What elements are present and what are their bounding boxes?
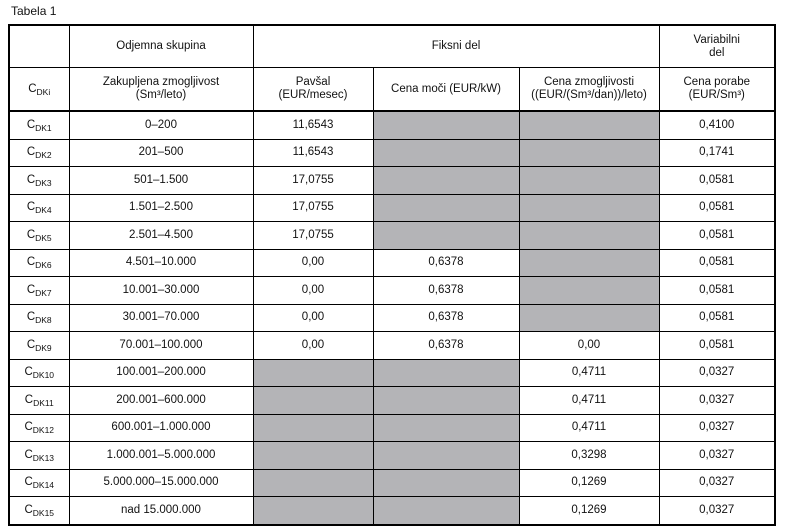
table-row xyxy=(9,139,775,167)
range-cell: 70.001–100.000 xyxy=(69,332,253,360)
flat-cell xyxy=(253,414,373,442)
code-cell: $C_{DK10}$ xyxy=(9,359,69,387)
capacity-cell xyxy=(519,277,659,305)
capacity-cell: 0,3298 xyxy=(519,442,659,470)
code-cell: $C_{DK1}$ xyxy=(9,111,69,139)
flat-cell: 11,6543 xyxy=(253,111,373,139)
power-cell xyxy=(373,414,519,442)
range-cell: 2.501–4.500 xyxy=(69,222,253,250)
capacity-cell xyxy=(519,222,659,250)
header-variable-line2: del xyxy=(709,46,725,59)
power-cell xyxy=(373,167,519,195)
header-row-columns xyxy=(9,68,775,112)
flat-cell: 0,00 xyxy=(253,277,373,305)
table-row xyxy=(9,387,775,415)
capacity-cell xyxy=(519,111,659,139)
flat-cell: 11,6543 xyxy=(253,139,373,167)
range-cell: 1.501–2.500 xyxy=(69,194,253,222)
table-row xyxy=(9,442,775,470)
table-row xyxy=(9,111,775,139)
table-row xyxy=(9,304,775,332)
consumption-cell: 0,0581 xyxy=(659,304,775,332)
consumption-cell: 0,0581 xyxy=(659,332,775,360)
code-cell: $C_{DK15}$ xyxy=(9,497,69,525)
range-cell: 100.001–200.000 xyxy=(69,359,253,387)
capacity-cell xyxy=(519,249,659,277)
code-cell: $C_{DK14}$ xyxy=(9,469,69,497)
flat-cell xyxy=(253,497,373,525)
power-cell xyxy=(373,139,519,167)
code-cell: $C_{DK11}$ xyxy=(9,387,69,415)
header-capacity: Zakupljena zmogljivost (Sm³/leto) xyxy=(69,68,253,112)
code-cell: $C_{DK4}$ xyxy=(9,194,69,222)
range-cell: 30.001–70.000 xyxy=(69,304,253,332)
header-variable-line1: Variabilni xyxy=(693,33,740,46)
range-cell: 201–500 xyxy=(69,139,253,167)
header-flat-fee: Pavšal (EUR/mesec) xyxy=(253,68,373,112)
range-cell: 600.001–1.000.000 xyxy=(69,414,253,442)
consumption-cell: 0,0327 xyxy=(659,469,775,497)
table-row xyxy=(9,359,775,387)
range-cell: 10.001–30.000 xyxy=(69,277,253,305)
flat-cell: 0,00 xyxy=(253,304,373,332)
code-cell: $C_{DK7}$ xyxy=(9,277,69,305)
power-cell xyxy=(373,194,519,222)
power-cell xyxy=(373,111,519,139)
consumption-cell: 0,0327 xyxy=(659,442,775,470)
table-row xyxy=(9,249,775,277)
consumption-cell: 0,4100 xyxy=(659,111,775,139)
capacity-cell: 0,4711 xyxy=(519,414,659,442)
capacity-cell: 0,1269 xyxy=(519,497,659,525)
flat-cell: 17,0755 xyxy=(253,194,373,222)
flat-cell xyxy=(253,359,373,387)
consumption-cell: 0,0581 xyxy=(659,222,775,250)
flat-cell: 17,0755 xyxy=(253,167,373,195)
header-consumption-price: Cena porabe (EUR/Sm³) xyxy=(659,68,775,112)
table-row xyxy=(9,194,775,222)
consumption-cell: 0,0581 xyxy=(659,194,775,222)
power-cell xyxy=(373,497,519,525)
range-cell: nad 15.000.000 xyxy=(69,497,253,525)
capacity-cell: 0,4711 xyxy=(519,387,659,415)
code-cell: $C_{DK3}$ xyxy=(9,167,69,195)
flat-cell: 0,00 xyxy=(253,332,373,360)
table-row xyxy=(9,167,775,195)
power-cell xyxy=(373,359,519,387)
table-row xyxy=(9,277,775,305)
header-empty-cell xyxy=(9,25,69,68)
capacity-cell xyxy=(519,139,659,167)
capacity-cell xyxy=(519,304,659,332)
header-variable-part xyxy=(659,25,775,68)
capacity-cell: 0,4711 xyxy=(519,359,659,387)
flat-cell xyxy=(253,442,373,470)
capacity-cell: 0,1269 xyxy=(519,469,659,497)
power-cell: 0,6378 xyxy=(373,249,519,277)
code-cell: $C_{DK13}$ xyxy=(9,442,69,470)
power-cell: 0,6378 xyxy=(373,277,519,305)
consumption-cell: 0,1741 xyxy=(659,139,775,167)
power-cell xyxy=(373,442,519,470)
consumption-cell: 0,0327 xyxy=(659,387,775,415)
table-row xyxy=(9,414,775,442)
range-cell: 4.501–10.000 xyxy=(69,249,253,277)
code-cell: $C_{DK6}$ xyxy=(9,249,69,277)
code-cell: $C_{DK2}$ xyxy=(9,139,69,167)
power-cell xyxy=(373,387,519,415)
flat-cell xyxy=(253,387,373,415)
table-caption: Tabela 1 xyxy=(11,4,57,18)
tariff-table xyxy=(8,24,776,526)
consumption-cell: 0,0327 xyxy=(659,497,775,525)
header-code: $C_{DKi}$ xyxy=(9,68,69,112)
consumption-cell: 0,0581 xyxy=(659,167,775,195)
header-fixed-part: Fiksni del xyxy=(253,25,659,68)
consumption-cell: 0,0327 xyxy=(659,414,775,442)
table-row xyxy=(9,469,775,497)
consumption-cell: 0,0327 xyxy=(659,359,775,387)
header-group: Odjemna skupina xyxy=(69,25,253,68)
code-cell: $C_{DK5}$ xyxy=(9,222,69,250)
flat-cell: 17,0755 xyxy=(253,222,373,250)
header-row-groups xyxy=(9,25,775,68)
capacity-cell xyxy=(519,194,659,222)
table-row xyxy=(9,497,775,525)
power-cell: 0,6378 xyxy=(373,304,519,332)
table-row xyxy=(9,332,775,360)
power-cell xyxy=(373,222,519,250)
consumption-cell: 0,0581 xyxy=(659,249,775,277)
power-cell: 0,6378 xyxy=(373,332,519,360)
capacity-cell: 0,00 xyxy=(519,332,659,360)
code-cell: $C_{DK8}$ xyxy=(9,304,69,332)
table-row xyxy=(9,222,775,250)
range-cell: 5.000.000–15.000.000 xyxy=(69,469,253,497)
flat-cell xyxy=(253,469,373,497)
flat-cell: 0,00 xyxy=(253,249,373,277)
capacity-cell xyxy=(519,167,659,195)
code-cell: $C_{DK9}$ xyxy=(9,332,69,360)
range-cell: 1.000.001–5.000.000 xyxy=(69,442,253,470)
range-cell: 200.001–600.000 xyxy=(69,387,253,415)
code-cell: $C_{DK12}$ xyxy=(9,414,69,442)
range-cell: 501–1.500 xyxy=(69,167,253,195)
range-cell: 0–200 xyxy=(69,111,253,139)
header-capacity-price: Cena zmogljivosti ((EUR/(Sm³/dan))/leto) xyxy=(519,68,659,112)
power-cell xyxy=(373,469,519,497)
header-power-price: Cena moči (EUR/kW) xyxy=(373,68,519,112)
consumption-cell: 0,0581 xyxy=(659,277,775,305)
